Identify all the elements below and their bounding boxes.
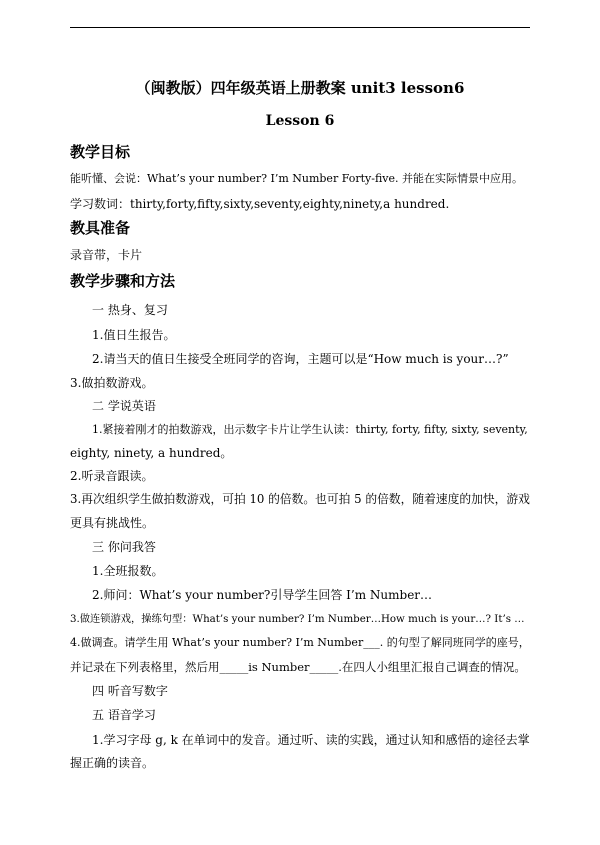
subsection-heading: 五 语音学习 — [92, 708, 156, 722]
paragraph-line: 2.听录音跟读。 — [70, 469, 154, 483]
paragraph-line: eighty, ninety, a hundred。 — [70, 446, 233, 460]
subsection-heading: 一 热身、复习 — [92, 303, 168, 317]
section-heading-goals: 教学目标 — [70, 143, 131, 161]
paragraph-line: 3.做连锁游戏，操练句型：What’s your number? I’m Number…How much is your…? It’s … — [70, 613, 525, 625]
paragraph-line: 学习数词：thirty,forty,fifty,sixty,seventy,eighty,ninety,a hundred. — [70, 197, 450, 211]
paragraph-line: 1.值日生报告。 — [92, 328, 176, 342]
subsection-heading: 二 学说英语 — [92, 399, 156, 413]
paragraph-line: 1.学习字母 g, k 在单词中的发音。通过听、读的实践，通过认知和感悟的途径去掌 — [92, 733, 530, 747]
paragraph-line: 1.紧接着刚才的拍数游戏，出示数字卡片让学生认读：thirty, forty, fifty, sixty, seventy, — [92, 423, 528, 436]
lesson-subtitle: Lesson 6 — [265, 113, 335, 129]
paragraph-line: 3.做拍数游戏。 — [70, 376, 154, 390]
subsection-heading: 三 你问我答 — [92, 540, 156, 554]
paragraph-line: 2.师问：What’s your number?引导学生回答 I’m Number… — [92, 588, 433, 602]
header-rule — [70, 27, 530, 28]
subsection-heading: 四 听音写数字 — [92, 684, 168, 698]
paragraph-line: 1.全班报数。 — [92, 564, 164, 578]
paragraph-line: 3.再次组织学生做拍数游戏，可拍 10 的倍数。也可拍 5 的倍数，随着速度的加快，游戏 — [70, 492, 530, 506]
paragraph-line: 更具有挑战性。 — [70, 516, 155, 530]
paragraph-line: 4.做调查。请学生用 What’s your number? I’m Number___. 的句型了解同班同学的座号， — [70, 636, 530, 649]
paragraph-line: 握正确的读音。 — [70, 756, 155, 770]
paragraph-line: 能听懂、会说：What’s your number? I’m Number Forty-five. 并能在实际情景中应用。 — [70, 172, 524, 185]
paragraph-line: 并记录在下列表格里，然后用_____is Number_____.在四人小组里汇报自己调查的情况。 — [70, 660, 526, 674]
document-title: （闽教版）四年级英语上册教案 unit3 lesson6 — [135, 79, 465, 97]
section-heading-steps: 教学步骤和方法 — [70, 272, 176, 290]
section-heading-tools: 教具准备 — [70, 219, 131, 237]
paragraph-line: 录音带，卡片 — [70, 248, 143, 262]
paragraph-line: 2.请当天的值日生接受全班同学的咨询，主题可以是“How much is your…?” — [92, 352, 509, 366]
